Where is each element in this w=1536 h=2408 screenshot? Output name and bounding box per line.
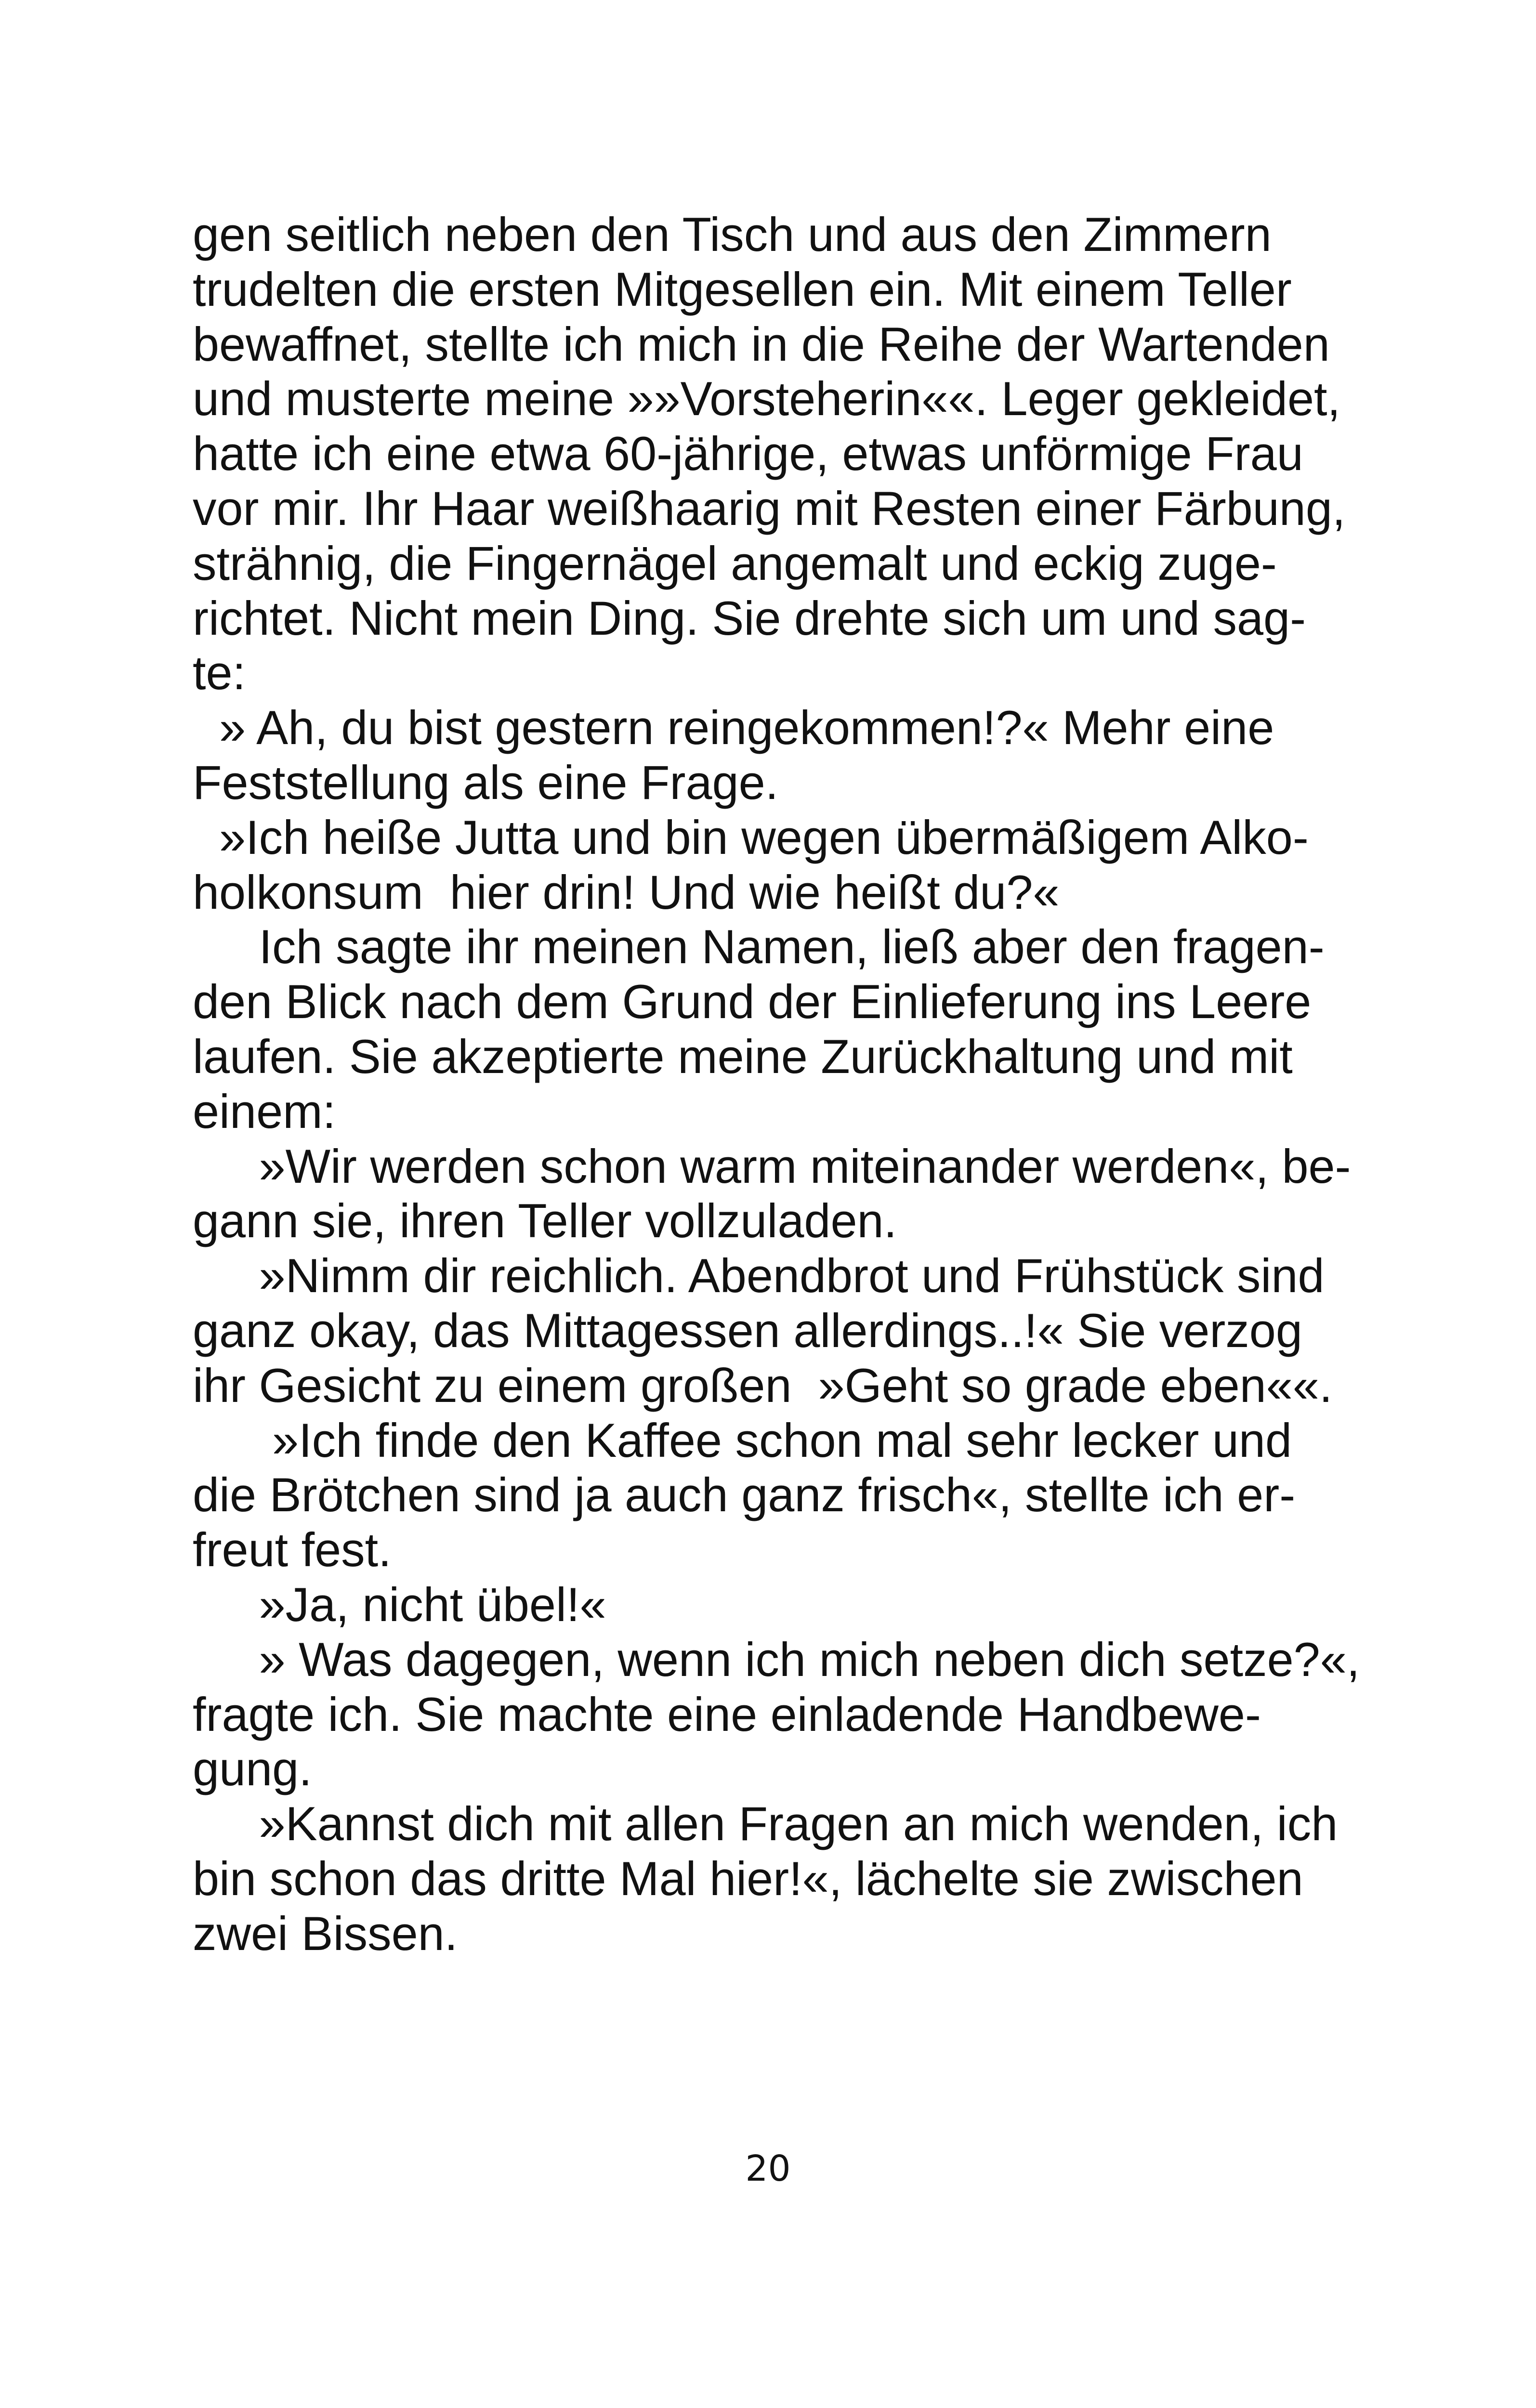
text-line: vor mir. Ihr Haar weißhaarig mit Resten einer Färbung, — [193, 481, 1346, 535]
text-line: einem: — [193, 1084, 336, 1138]
text-line: » Was dagegen, wenn ich mich neben dich setze?«, — [259, 1632, 1360, 1686]
text-line: »Nimm dir reichlich. Abendbrot und Frühstück sind — [259, 1249, 1325, 1303]
text-line: Feststellung als eine Frage. — [193, 755, 779, 809]
text-line: »Ich finde den Kaffee schon mal sehr lecker und — [272, 1413, 1292, 1467]
text-line: und musterte meine »»Vorsteherin««. Leger gekleidet, — [193, 372, 1341, 426]
body-text — [193, 207, 1360, 1961]
text-line: fragte ich. Sie machte eine einladende Handbewe- — [193, 1687, 1261, 1741]
page-number: 20 — [745, 2148, 791, 2189]
text-line: gann sie, ihren Teller vollzuladen. — [193, 1194, 897, 1248]
text-line: gen seitlich neben den Tisch und aus den Zimmern — [193, 208, 1272, 261]
text-line: »Wir werden schon warm miteinander werden«, be- — [259, 1139, 1351, 1193]
text-line: » Ah, du bist gestern reingekommen!?« Mehr eine — [219, 701, 1274, 755]
text-line: gung. — [193, 1742, 312, 1796]
text-line: trudelten die ersten Mitgesellen ein. Mit einem Teller — [193, 262, 1292, 316]
text-line: »Kannst dich mit allen Fragen an mich wenden, ich — [259, 1797, 1338, 1851]
text-line: den Blick nach dem Grund der Einlieferung ins Leere — [193, 975, 1312, 1029]
text-line: strähnig, die Fingernägel angemalt und eckig zuge- — [193, 536, 1277, 590]
text-line: die Brötchen sind ja auch ganz frisch«, stellte ich er- — [193, 1468, 1296, 1522]
text-line: ganz okay, das Mittagessen allerdings..!« Sie verzog — [193, 1303, 1302, 1357]
text-line: bin schon das dritte Mal hier!«, lächelte sie zwischen — [193, 1851, 1303, 1905]
text-line: ihr Gesicht zu einem großen »Geht so grade eben««. — [193, 1358, 1333, 1412]
text-line: hatte ich eine etwa 60-jährige, etwas unförmige Frau — [193, 427, 1303, 481]
text-line: te: — [193, 646, 246, 700]
text-line: bewaffnet, stellte ich mich in die Reihe der Wartenden — [193, 317, 1330, 371]
text-line: Ich sagte ihr meinen Namen, ließ aber den fragen- — [259, 920, 1325, 974]
text-line: »Ich heiße Jutta und bin wegen übermäßigem Alko- — [219, 810, 1309, 864]
text-line: richtet. Nicht mein Ding. Sie drehte sich um und sag- — [193, 591, 1306, 645]
text-line: freut fest. — [193, 1523, 392, 1577]
text-line: »Ja, nicht übel!« — [193, 1577, 606, 1631]
text-line: holkonsum hier drin! Und wie heißt du?« — [193, 865, 1060, 919]
text-line: laufen. Sie akzeptierte meine Zurückhaltung und mit — [193, 1029, 1293, 1083]
text-line: zwei Bissen. — [193, 1906, 458, 1960]
